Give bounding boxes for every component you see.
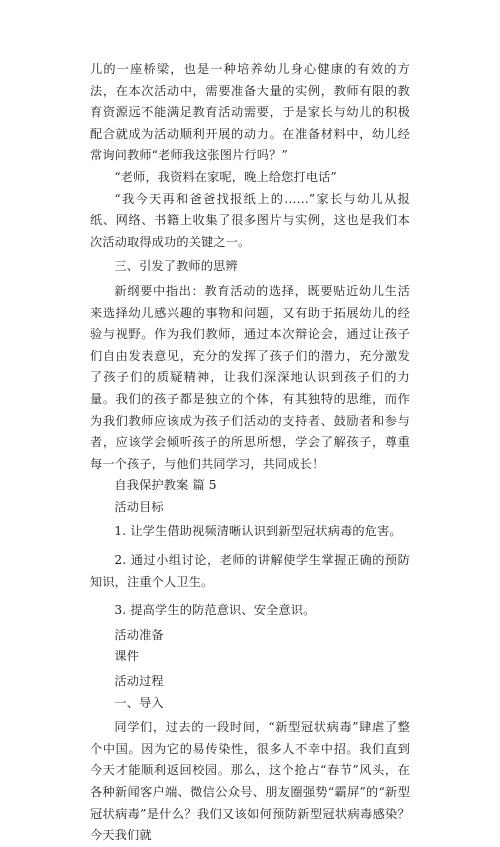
- heading-introduction: 一、导入: [114, 695, 164, 710]
- heading-activity-preparation: 活动准备: [114, 627, 164, 642]
- paragraph-introduction: 同学们，过去的一段时间，“新型冠状病毒”肆虐了整个中国。因为它的易传染性，很多人不幸中招。我们直到今天才能顺利返回校园。那么，这个抢占“春节”风头，在各种新闻客户端、微信公众号、朋友圈强势“霸屏”的“新型冠状病毒”是什么？我们又该如何预防新型冠状病毒感染？今天我们就: [90, 720, 410, 843]
- lesson-plan-title: 自我保护教案 篇 5: [114, 478, 217, 493]
- goal-item-1: 1. 让学生借助视频清晰认识到新型冠状病毒的危害。: [114, 524, 402, 539]
- goal-item-3: 3. 提高学生的防范意识、安全意识。: [114, 603, 316, 618]
- paragraph-new-guideline: 新纲要中指出：教育活动的选择，既要贴近幼儿生活来选择幼儿感兴趣的事物和问题，又有助于拓展幼儿的经验与视野。作为我们教师，通过本次辩论会，通过让孩子们自由发表意见，充分的发挥了孩子们的潜力，充分激发了孩子们的质疑精神，让我们深深地认识到孩子们的力量。我们的孩子都是独立的个体，有其独特的思维，而作为我们教师应该成为孩子们活动的支持者、鼓励者和参与者，应该学会倾听孩子的所思所想，学会了解孩子，尊重每一个孩子，与他们共同学习，共同成长！: [90, 283, 410, 471]
- preparation-item-courseware: 课件: [114, 649, 140, 664]
- paragraph-home-school-bridge: 儿的一座桥梁，也是一种培养幼儿身心健康的有效的方法，在本次活动中，需要准备大量的实例，教师有限的教育资源远不能满足教育活动需要，于是家长与幼儿的积极配合就成为活动顺利开展的动力。在准备材料中，幼儿经常询问教师“老师我这张图片行吗？”: [90, 62, 410, 163]
- paragraph-child-quote-2: “我今天再和爸爸找报纸上的……”家长与幼儿从报纸、网络、书籍上收集了很多图片与实例，这也是我们本次活动取得成功的关键之一。: [90, 191, 410, 249]
- heading-activity-process: 活动过程: [114, 674, 164, 689]
- section-heading-teacher-reflection: 三、引发了教师的思辨: [114, 259, 238, 274]
- paragraph-child-quote-1: “老师，我资料在家呢，晚上给您打电话”: [114, 169, 337, 184]
- goal-item-2: 2. 通过小组讨论，老师的讲解使学生掌握正确的预防知识，注重个人卫生。: [90, 553, 410, 589]
- document-body: [90, 59, 410, 847]
- heading-activity-goals: 活动目标: [114, 499, 164, 514]
